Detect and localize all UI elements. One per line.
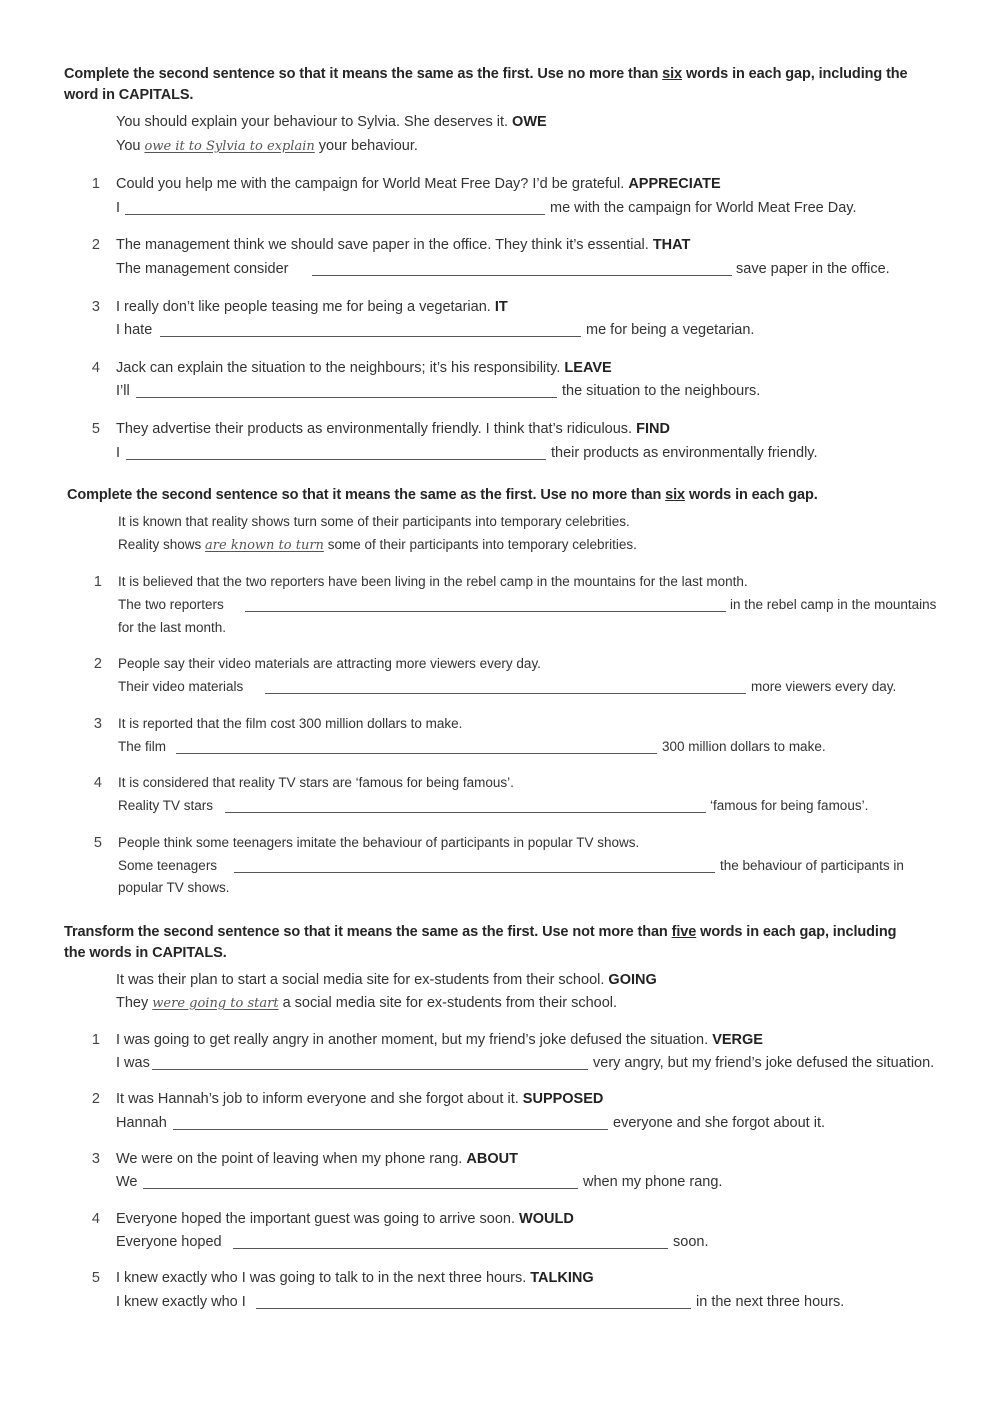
item-end: in the next three hours.: [696, 1294, 845, 1310]
item-number: 1: [91, 176, 100, 192]
answer-gap[interactable]: [152, 1069, 588, 1070]
item-sentence: Could you help me with the campaign for World Meat Free Day? I’d be grateful. APPRECIATE: [116, 176, 721, 192]
answer-gap[interactable]: [136, 397, 557, 398]
item-number: 5: [91, 1270, 100, 1286]
item-end: when my phone rang.: [583, 1174, 723, 1190]
example-first: It is known that reality shows turn some of their participants into temporary celebrities.: [118, 514, 630, 529]
item-end: their products as environmentally friendly.: [551, 445, 818, 461]
item-sentence: Jack can explain the situation to the neighbours; it’s his responsibility. LEAVE: [116, 360, 612, 376]
example-second: You owe it to Sylvia to explain your behaviour.: [116, 138, 418, 154]
answer-gap[interactable]: [265, 693, 746, 694]
item-number: 3: [91, 1151, 100, 1167]
item-number: 4: [91, 360, 100, 376]
item-start: I: [116, 200, 121, 216]
item-start: Everyone hoped: [116, 1234, 222, 1250]
item-end: the situation to the neighbours.: [562, 383, 761, 399]
item-sentence: I really don’t like people teasing me for being a vegetarian. IT: [116, 299, 508, 315]
item-continuation: for the last month.: [118, 620, 227, 635]
item-sentence: It is believed that the two reporters have been living in the rebel camp in the mountains for the last month.: [118, 574, 748, 589]
example-answer: are known to turn: [205, 538, 324, 553]
item-number: 2: [91, 1091, 100, 1107]
item-start: I hate: [116, 322, 153, 338]
example-first: It was their plan to start a social media site for ex-students from their school. GOING: [116, 972, 657, 988]
item-end: ‘famous for being famous’.: [710, 798, 869, 813]
item-start: I’ll: [116, 383, 130, 399]
item-sentence: The management think we should save paper in the office. They think it’s essential. THAT: [116, 237, 691, 253]
item-sentence: They advertise their products as environmentally friendly. I think that’s ridiculous. FIND: [116, 421, 670, 437]
item-sentence: People say their video materials are attracting more viewers every day.: [118, 656, 541, 671]
item-end: soon.: [673, 1234, 709, 1250]
item-start: I: [116, 445, 121, 461]
item-continuation: popular TV shows.: [118, 880, 230, 895]
item-sentence: It is reported that the film cost 300 million dollars to make.: [118, 716, 463, 731]
item-sentence: Everyone hoped the important guest was going to arrive soon. WOULD: [116, 1211, 574, 1227]
example-first: You should explain your behaviour to Sylvia. She deserves it. OWE: [116, 114, 547, 130]
item-number: 3: [91, 299, 100, 315]
answer-gap[interactable]: [312, 275, 732, 276]
answer-gap[interactable]: [160, 336, 581, 337]
item-sentence: I knew exactly who I was going to talk to in the next three hours. TALKING: [116, 1270, 594, 1286]
example-answer: were going to start: [152, 996, 279, 1011]
instruction: Complete the second sentence so that it means the same as the first. Use no more than six words in each gap.: [67, 487, 818, 503]
item-number: 4: [91, 1211, 100, 1227]
item-start: I was: [116, 1055, 150, 1071]
item-number: 1: [93, 574, 102, 590]
answer-gap[interactable]: [173, 1129, 608, 1130]
item-end: more viewers every day.: [751, 679, 897, 694]
answer-gap[interactable]: [143, 1188, 578, 1189]
item-end: everyone and she forgot about it.: [613, 1115, 826, 1131]
item-number: 1: [91, 1032, 100, 1048]
item-number: 4: [93, 775, 102, 791]
item-sentence: It is considered that reality TV stars are ‘famous for being famous’.: [118, 775, 514, 790]
item-end: 300 million dollars to make.: [662, 739, 826, 754]
item-start: The film: [118, 739, 167, 754]
item-start: The management consider: [116, 261, 289, 277]
item-end: save paper in the office.: [736, 261, 890, 277]
answer-gap[interactable]: [245, 611, 726, 612]
item-start: We: [116, 1174, 138, 1190]
answer-gap[interactable]: [233, 1248, 668, 1249]
item-start: The two reporters: [118, 597, 224, 612]
item-start: Hannah: [116, 1115, 167, 1131]
item-number: 5: [93, 835, 102, 851]
item-end: me with the campaign for World Meat Free Day.: [550, 200, 857, 216]
item-start: Their video materials: [118, 679, 244, 694]
answer-gap[interactable]: [225, 812, 706, 813]
item-end: in the rebel camp in the mountains: [730, 597, 937, 612]
item-number: 2: [93, 656, 102, 672]
example-answer: owe it to Sylvia to explain: [144, 139, 315, 154]
item-start: Reality TV stars: [118, 798, 214, 813]
item-sentence: I was going to get really angry in another moment, but my friend’s joke defused the situation. VERGE: [116, 1032, 763, 1048]
item-end: very angry, but my friend’s joke defused the situation.: [593, 1055, 935, 1071]
item-end: me for being a vegetarian.: [586, 322, 755, 338]
example-second: They were going to start a social media site for ex-students from their school.: [116, 995, 618, 1011]
answer-gap[interactable]: [234, 872, 715, 873]
instruction: Complete the second sentence so that it means the same as the first. Use no more than six words in each gap, including the word in CAPITALS.: [64, 66, 908, 103]
item-number: 3: [93, 716, 102, 732]
instruction: Transform the second sentence so that it means the same as the first. Use not more than five words in each gap, including the words in CAPITALS.: [64, 924, 897, 961]
item-sentence: People think some teenagers imitate the behaviour of participants in popular TV shows.: [118, 835, 640, 850]
item-sentence: We were on the point of leaving when my phone rang. ABOUT: [116, 1151, 518, 1167]
answer-gap[interactable]: [176, 753, 657, 754]
item-sentence: It was Hannah’s job to inform everyone and she forgot about it. SUPPOSED: [116, 1091, 604, 1107]
item-number: 2: [91, 237, 100, 253]
answer-gap[interactable]: [125, 214, 545, 215]
item-start: Some teenagers: [118, 858, 218, 873]
answer-gap[interactable]: [256, 1308, 691, 1309]
example-second: Reality shows are known to turn some of their participants into temporary celebrities.: [118, 537, 637, 553]
answer-gap[interactable]: [126, 459, 546, 460]
item-number: 5: [91, 421, 100, 437]
item-start: I knew exactly who I: [116, 1294, 246, 1310]
item-end: the behaviour of participants in: [720, 858, 904, 873]
